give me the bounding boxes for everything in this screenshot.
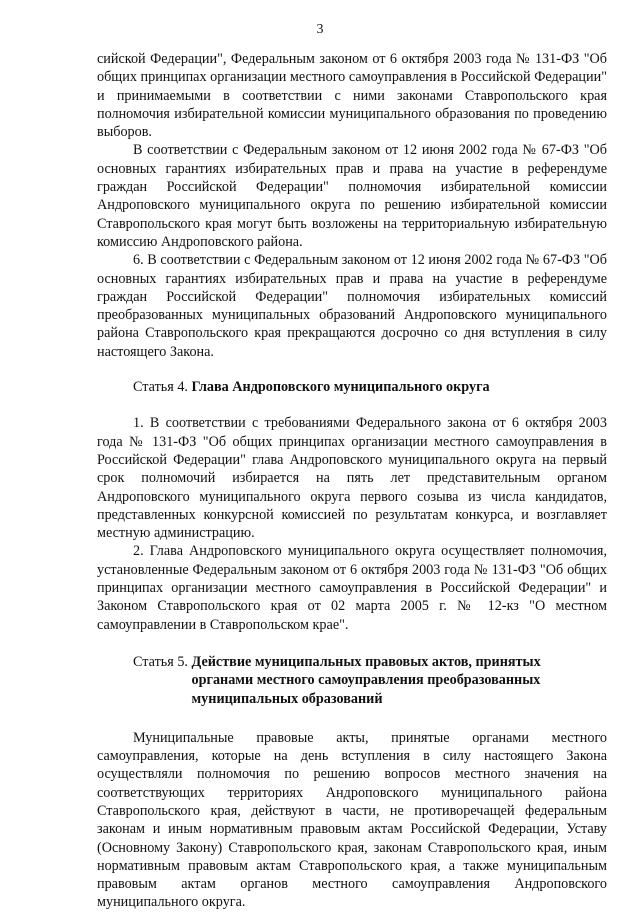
page-number: 3 [316, 22, 324, 37]
article-5-title: Действие муниципальных правовых актов, принятых органами местного самоуправления преобразованных муниципальных образований [191, 653, 541, 707]
paragraph-item-6: 6. В соответствии с Федеральным законом от 12 июня 2002 года № 67-ФЗ "Об основных гарантиях избирательных прав и права на участие в референдуме граждан Российской Федерации" полномочия избирательных комиссий преобразованных муниципальных образований Андроповского муниципального района Ставропольского края прекращаются досрочно со дня вступления в силу настоящего Закона. [97, 252, 607, 360]
article-4-heading [133, 378, 607, 396]
article-5-prefix: Статья 5. [133, 653, 192, 670]
article-4-paragraph-2: 2. Глава Андроповского муниципального округа осуществляет полномочия, установленные Федеральным законом от 6 октября 2003 года № 131-ФЗ "Об общих принципах организации местного самоуправления в Российской Федерации" и Законом Ставропольского края от 02 марта 2005 г. № 12-кз "О местном самоуправлении в Ставропольском крае". [97, 543, 607, 633]
article-5-heading [133, 653, 607, 708]
article-5-paragraph-1: Муниципальные правовые акты, принятые органами местного самоуправления, которые на день вступления в силу настоящего Закона осуществляли полномочия по решению вопросов местного значения на соответствующих территориях Андроповского муниципального района Ставропольского края, действуют в части, не противоречащей федеральным законам и иным нормативным правовым актам Российской Федерации, Уставу (Основному Закону) Ставропольского края, законам Ставропольского края, иным нормативным правовым актам Ставропольского края, а также муниципальным правовым актам органов местного самоуправления Андроповского муниципального округа. [97, 729, 607, 911]
paragraph-electoral-commission: В соответствии с Федеральным законом от 12 июня 2002 года № 67-ФЗ "Об основных гарантиях избирательных прав и права на участие в референдуме граждан Российской Федерации" полномочия избирательной комиссии Андроповского муниципального округа по решению избирательной комиссии Ставропольского края могут быть возложены на территориальную избирательную комиссию Андроповского района. [97, 142, 607, 250]
article-4-paragraph-1: 1. В соответствии с требованиями Федерального закона от 6 октября 2003 года № 131-ФЗ "Об общих принципах организации местного самоуправления в Российской Федерации" глава Андроповского муниципального округа на первый срок полномочий избирается на пять лет представительным органом Андроповского муниципального округа первого созыва из числа кандидатов, представленных конкурсной комиссией по результатам конкурса, и возглавляет местную администрацию. [97, 415, 607, 542]
article-4-title: Глава Андроповского муниципального округа [191, 379, 490, 396]
document-body [97, 50, 607, 912]
paragraph-continuation: сийской Федерации", Федеральным законом от 6 октября 2003 года № 131-ФЗ "Об общих принципах организации местного самоуправления в Российской Федерации" и принимаемыми в соответствии с ними законами Ставропольского края полномочия избирательной комиссии муниципального образования по проведению выборов. [97, 51, 607, 141]
article-4-prefix: Статья 4. [133, 379, 192, 396]
